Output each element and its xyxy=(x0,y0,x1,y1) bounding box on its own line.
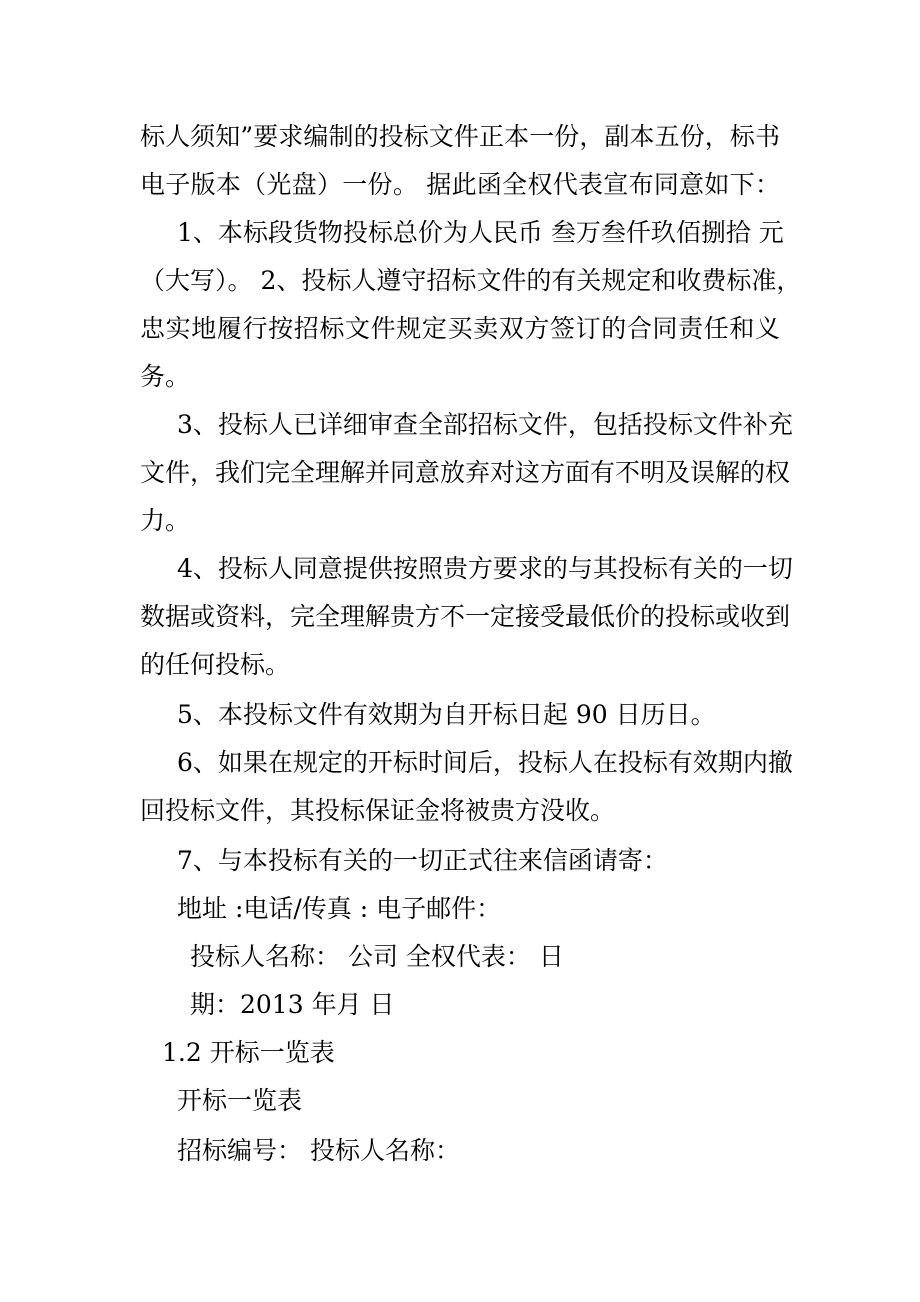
text-line: 6、如果在规定的开标时间后，投标人在投标有效期内撤 xyxy=(177,748,793,777)
text-line: 的任何投标。 xyxy=(140,650,291,679)
text-line: （大写）。 2、投标人遵守招标文件的有关规定和收费标准， xyxy=(140,266,802,295)
text-line: 期：2013 年月 日 xyxy=(190,990,395,1019)
text-line: 文件，我们完全理解并同意放弃对这方面有不明及误解的权 xyxy=(140,458,791,487)
text-line: 力。 xyxy=(140,506,191,535)
text-line: 5、本投标文件有效期为自开标日起 90 日历日。 xyxy=(177,700,716,729)
table-title: 开标一览表 xyxy=(177,1086,303,1115)
text-line: 招标编号： 投标人名称： xyxy=(177,1136,460,1165)
text-line: 标人须知”要求编制的投标文件正本一份，副本五份，标书 xyxy=(140,122,780,151)
text-line: 电子版本（光盘）一份。 据此函全权代表宣布同意如下： xyxy=(140,170,780,199)
text-line: 3、投标人已详细审查全部招标文件，包括投标文件补充 xyxy=(177,410,793,439)
text-line: 4、投标人同意提供按照贵方要求的与其投标有关的一切 xyxy=(177,554,793,583)
text-line: 7、与本投标有关的一切正式往来信函请寄： xyxy=(177,846,668,875)
text-line: 回投标文件，其投标保证金将被贵方没收。 xyxy=(140,796,616,825)
text-line: 1、本标段货物投标总价为人民币 叁万叁仟玖佰捌拾 元 xyxy=(177,218,784,247)
text-line: 投标人名称： 公司 全权代表： 日 xyxy=(190,942,564,971)
text-line: 数据或资料，完全理解贵方不一定接受最低价的投标或收到 xyxy=(140,602,791,631)
text-line: 务。 xyxy=(140,362,191,391)
text-line: 忠实地履行按招标文件规定买卖双方签订的合同责任和义 xyxy=(140,314,780,343)
section-heading: 1.2 开标一览表 xyxy=(162,1038,335,1067)
text-line: 地址 :电话/传真 : 电子邮件： xyxy=(177,894,502,923)
